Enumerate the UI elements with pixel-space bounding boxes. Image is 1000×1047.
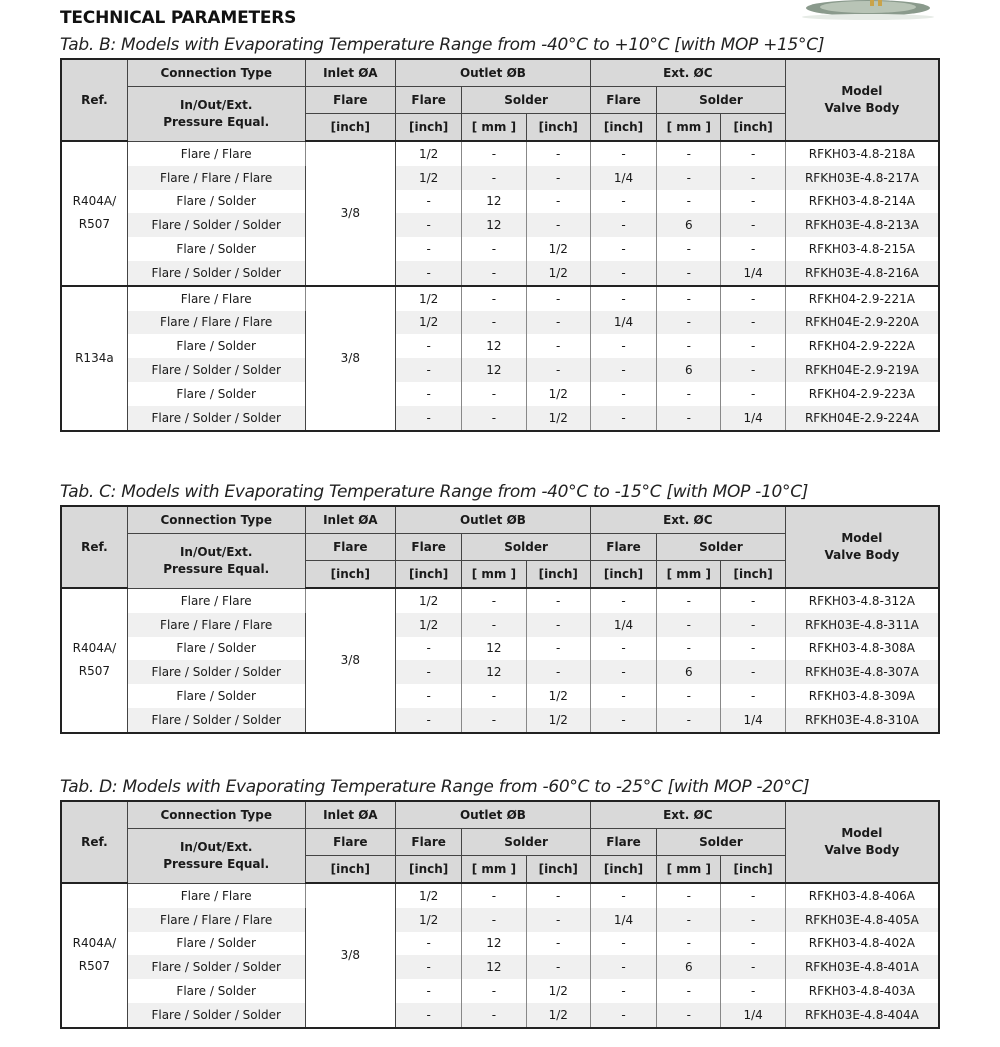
- value-cell: -: [721, 382, 785, 406]
- model-cell: RFKH03E-4.8-401A: [785, 955, 939, 979]
- unit-header: [inch]: [590, 114, 656, 142]
- connection-type-cell: Flare / Flare / Flare: [127, 908, 305, 932]
- value-cell: -: [396, 334, 462, 358]
- value-cell: 1/2: [396, 588, 462, 613]
- page-title: TECHNICAL PARAMETERS: [60, 8, 297, 28]
- value-cell: -: [657, 979, 721, 1003]
- value-cell: -: [657, 261, 721, 286]
- value-cell: -: [396, 932, 462, 956]
- outlet-header: Outlet ØB: [396, 801, 591, 829]
- table-row: [61, 166, 939, 190]
- table-row: [61, 883, 939, 908]
- model-cell: RFKH03-4.8-406A: [785, 883, 939, 908]
- value-cell: -: [657, 311, 721, 335]
- connection-type-cell: Flare / Flare / Flare: [127, 311, 305, 335]
- value-cell: 6: [657, 660, 721, 684]
- value-cell: -: [396, 406, 462, 431]
- table-row: [61, 708, 939, 733]
- value-cell: -: [462, 261, 526, 286]
- value-cell: -: [526, 358, 590, 382]
- connection-type-header: Connection Type: [127, 801, 305, 829]
- table-caption: Tab. D: Models with Evaporating Temperature Range from -60°C to -25°C [with MOP -20°C]: [60, 777, 810, 797]
- table-row: [61, 334, 939, 358]
- connection-type-cell: Flare / Solder: [127, 684, 305, 708]
- outlet-header: Outlet ØB: [396, 506, 591, 534]
- value-cell: 6: [657, 955, 721, 979]
- ref-header: Ref.: [61, 506, 127, 588]
- unit-header: [ mm ]: [657, 561, 721, 589]
- value-cell: -: [462, 979, 526, 1003]
- in-out-ext-header: In/Out/Ext. Pressure Equal.: [127, 87, 305, 142]
- value-cell: -: [526, 613, 590, 637]
- inlet-cell: 3/8: [305, 141, 395, 286]
- table-row: [61, 955, 939, 979]
- value-cell: 12: [462, 955, 526, 979]
- value-cell: -: [462, 286, 526, 311]
- value-cell: -: [590, 932, 656, 956]
- connection-type-cell: Flare / Solder: [127, 334, 305, 358]
- value-cell: 1/2: [526, 382, 590, 406]
- inlet-header: Inlet ØA: [305, 506, 395, 534]
- table-row: [61, 286, 939, 311]
- value-cell: -: [590, 334, 656, 358]
- in-out-ext-header: In/Out/Ext. Pressure Equal.: [127, 829, 305, 884]
- model-header: Model Valve Body: [785, 59, 939, 141]
- model-cell: RFKH04-2.9-222A: [785, 334, 939, 358]
- table-row: [61, 588, 939, 613]
- refrigerant-cell: R404A/ R507: [61, 141, 127, 286]
- unit-header: [ mm ]: [462, 561, 526, 589]
- parameter-table: [60, 58, 940, 432]
- value-cell: -: [590, 637, 656, 661]
- value-cell: -: [721, 286, 785, 311]
- value-cell: -: [396, 237, 462, 261]
- parameter-table: [60, 800, 940, 1029]
- value-cell: -: [590, 358, 656, 382]
- value-cell: -: [657, 932, 721, 956]
- value-cell: -: [721, 637, 785, 661]
- unit-header: [inch]: [526, 856, 590, 884]
- inlet-cell: 3/8: [305, 883, 395, 1028]
- refrigerant-cell: R404A/ R507: [61, 588, 127, 733]
- table-row: [61, 237, 939, 261]
- value-cell: -: [590, 286, 656, 311]
- value-cell: 12: [462, 213, 526, 237]
- parameter-table-block: [60, 774, 940, 1029]
- value-cell: 12: [462, 660, 526, 684]
- connection-type-cell: Flare / Solder / Solder: [127, 213, 305, 237]
- connection-type-cell: Flare / Solder / Solder: [127, 261, 305, 286]
- table-row: [61, 311, 939, 335]
- value-cell: -: [657, 190, 721, 214]
- connection-type-cell: Flare / Solder: [127, 979, 305, 1003]
- value-cell: 1/4: [721, 406, 785, 431]
- value-cell: 12: [462, 334, 526, 358]
- value-cell: -: [526, 286, 590, 311]
- unit-header: [inch]: [526, 114, 590, 142]
- value-cell: 1/2: [526, 708, 590, 733]
- solder-header: Solder: [462, 87, 591, 114]
- table-caption: Tab. B: Models with Evaporating Temperature Range from -40°C to +10°C [with MOP +15°C]: [60, 35, 825, 55]
- value-cell: -: [396, 261, 462, 286]
- value-cell: 1/2: [526, 261, 590, 286]
- value-cell: -: [590, 190, 656, 214]
- outlet-header: Outlet ØB: [396, 59, 591, 87]
- value-cell: -: [657, 286, 721, 311]
- connection-type-cell: Flare / Solder / Solder: [127, 406, 305, 431]
- table-row: [61, 932, 939, 956]
- connection-type-cell: Flare / Solder: [127, 237, 305, 261]
- value-cell: -: [657, 708, 721, 733]
- value-cell: -: [462, 166, 526, 190]
- value-cell: 12: [462, 190, 526, 214]
- connection-type-cell: Flare / Solder / Solder: [127, 358, 305, 382]
- parameter-table-block: [60, 32, 940, 432]
- value-cell: -: [657, 908, 721, 932]
- value-cell: -: [462, 588, 526, 613]
- connection-type-cell: Flare / Flare: [127, 883, 305, 908]
- value-cell: -: [657, 613, 721, 637]
- value-cell: -: [590, 1003, 656, 1028]
- model-cell: RFKH03E-4.8-311A: [785, 613, 939, 637]
- value-cell: 12: [462, 358, 526, 382]
- model-cell: RFKH03E-4.8-310A: [785, 708, 939, 733]
- value-cell: -: [721, 908, 785, 932]
- value-cell: -: [526, 883, 590, 908]
- value-cell: -: [526, 932, 590, 956]
- value-cell: -: [396, 358, 462, 382]
- value-cell: -: [657, 684, 721, 708]
- value-cell: 1/2: [526, 684, 590, 708]
- model-cell: RFKH03E-4.8-213A: [785, 213, 939, 237]
- table-row: [61, 660, 939, 684]
- value-cell: -: [590, 213, 656, 237]
- value-cell: -: [721, 932, 785, 956]
- value-cell: -: [590, 979, 656, 1003]
- value-cell: -: [590, 588, 656, 613]
- flare-header: Flare: [396, 829, 462, 856]
- connection-type-header: Connection Type: [127, 59, 305, 87]
- value-cell: -: [462, 684, 526, 708]
- unit-header: [inch]: [721, 114, 785, 142]
- connection-type-cell: Flare / Solder / Solder: [127, 708, 305, 733]
- connection-type-cell: Flare / Solder / Solder: [127, 955, 305, 979]
- value-cell: -: [396, 684, 462, 708]
- refrigerant-cell: R404A/ R507: [61, 883, 127, 1028]
- value-cell: -: [657, 588, 721, 613]
- connection-type-cell: Flare / Flare: [127, 588, 305, 613]
- solder-header: Solder: [657, 87, 786, 114]
- unit-header: [inch]: [396, 114, 462, 142]
- table-row: [61, 382, 939, 406]
- unit-header: [ mm ]: [657, 114, 721, 142]
- ref-header: Ref.: [61, 801, 127, 883]
- model-header: Model Valve Body: [785, 801, 939, 883]
- value-cell: -: [590, 684, 656, 708]
- connection-type-cell: Flare / Flare / Flare: [127, 166, 305, 190]
- value-cell: -: [657, 141, 721, 166]
- connection-type-cell: Flare / Flare / Flare: [127, 613, 305, 637]
- value-cell: 1/2: [526, 1003, 590, 1028]
- solder-header: Solder: [462, 829, 591, 856]
- parameter-table: [60, 505, 940, 734]
- value-cell: 1/2: [396, 311, 462, 335]
- value-cell: -: [396, 382, 462, 406]
- value-cell: -: [657, 334, 721, 358]
- value-cell: -: [721, 358, 785, 382]
- model-cell: RFKH03-4.8-308A: [785, 637, 939, 661]
- ref-header: Ref.: [61, 59, 127, 141]
- connection-type-cell: Flare / Solder / Solder: [127, 660, 305, 684]
- ext-header: Ext. ØC: [590, 506, 785, 534]
- value-cell: -: [462, 141, 526, 166]
- value-cell: -: [396, 637, 462, 661]
- in-out-ext-header: In/Out/Ext. Pressure Equal.: [127, 534, 305, 589]
- header-row: [61, 506, 939, 534]
- connection-type-cell: Flare / Flare: [127, 286, 305, 311]
- unit-header: [ mm ]: [657, 856, 721, 884]
- value-cell: -: [396, 979, 462, 1003]
- value-cell: 1/2: [396, 141, 462, 166]
- value-cell: -: [526, 190, 590, 214]
- flare-header: Flare: [396, 87, 462, 114]
- unit-header: [inch]: [396, 856, 462, 884]
- table-row: [61, 684, 939, 708]
- value-cell: -: [462, 883, 526, 908]
- model-cell: RFKH03E-4.8-217A: [785, 166, 939, 190]
- table-row: [61, 979, 939, 1003]
- value-cell: -: [462, 1003, 526, 1028]
- value-cell: 1/2: [396, 908, 462, 932]
- value-cell: 12: [462, 637, 526, 661]
- value-cell: -: [396, 660, 462, 684]
- model-cell: RFKH03-4.8-214A: [785, 190, 939, 214]
- value-cell: 1/4: [590, 908, 656, 932]
- solder-header: Solder: [657, 829, 786, 856]
- value-cell: -: [657, 637, 721, 661]
- value-cell: -: [590, 883, 656, 908]
- connection-type-cell: Flare / Solder: [127, 637, 305, 661]
- value-cell: -: [721, 190, 785, 214]
- value-cell: 1/4: [721, 708, 785, 733]
- inlet-cell: 3/8: [305, 286, 395, 431]
- value-cell: -: [657, 883, 721, 908]
- flare-header: Flare: [590, 534, 656, 561]
- value-cell: -: [526, 141, 590, 166]
- value-cell: -: [590, 382, 656, 406]
- model-cell: RFKH03-4.8-215A: [785, 237, 939, 261]
- table-row: [61, 908, 939, 932]
- value-cell: -: [590, 406, 656, 431]
- table-row: [61, 637, 939, 661]
- value-cell: -: [526, 166, 590, 190]
- flare-header: Flare: [305, 829, 395, 856]
- connection-type-cell: Flare / Solder: [127, 382, 305, 406]
- value-cell: -: [657, 166, 721, 190]
- unit-header: [inch]: [305, 856, 395, 884]
- value-cell: -: [526, 588, 590, 613]
- value-cell: 1/2: [396, 286, 462, 311]
- value-cell: -: [462, 406, 526, 431]
- table-row: [61, 358, 939, 382]
- unit-header: [inch]: [721, 856, 785, 884]
- connection-type-cell: Flare / Solder / Solder: [127, 1003, 305, 1028]
- table-row: [61, 141, 939, 166]
- connection-type-cell: Flare / Solder: [127, 190, 305, 214]
- value-cell: -: [590, 261, 656, 286]
- value-cell: -: [721, 237, 785, 261]
- value-cell: -: [526, 213, 590, 237]
- inlet-header: Inlet ØA: [305, 801, 395, 829]
- value-cell: -: [657, 1003, 721, 1028]
- value-cell: -: [721, 311, 785, 335]
- value-cell: 12: [462, 932, 526, 956]
- value-cell: 1/2: [526, 406, 590, 431]
- value-cell: -: [462, 382, 526, 406]
- unit-header: [inch]: [590, 856, 656, 884]
- value-cell: -: [526, 955, 590, 979]
- value-cell: -: [462, 908, 526, 932]
- model-cell: RFKH03-4.8-312A: [785, 588, 939, 613]
- unit-header: [inch]: [305, 114, 395, 142]
- value-cell: -: [721, 660, 785, 684]
- value-cell: -: [590, 955, 656, 979]
- value-cell: -: [657, 406, 721, 431]
- value-cell: -: [590, 141, 656, 166]
- header-row: [61, 59, 939, 87]
- value-cell: 1/4: [590, 311, 656, 335]
- value-cell: -: [526, 908, 590, 932]
- ext-header: Ext. ØC: [590, 801, 785, 829]
- value-cell: -: [590, 660, 656, 684]
- value-cell: -: [526, 311, 590, 335]
- flare-header: Flare: [590, 829, 656, 856]
- value-cell: -: [396, 708, 462, 733]
- value-cell: 1/2: [526, 979, 590, 1003]
- model-cell: RFKH03-4.8-402A: [785, 932, 939, 956]
- table-caption: Tab. C: Models with Evaporating Temperature Range from -40°C to -15°C [with MOP -10°C]: [60, 482, 809, 502]
- value-cell: 1/2: [396, 883, 462, 908]
- model-cell: RFKH03-4.8-309A: [785, 684, 939, 708]
- unit-header: [inch]: [396, 561, 462, 589]
- value-cell: -: [462, 613, 526, 637]
- model-cell: RFKH04-2.9-221A: [785, 286, 939, 311]
- value-cell: -: [721, 979, 785, 1003]
- value-cell: -: [462, 311, 526, 335]
- connection-type-header: Connection Type: [127, 506, 305, 534]
- model-cell: RFKH04E-2.9-224A: [785, 406, 939, 431]
- value-cell: 1/4: [721, 1003, 785, 1028]
- value-cell: -: [721, 141, 785, 166]
- value-cell: 1/4: [590, 613, 656, 637]
- flare-header: Flare: [396, 534, 462, 561]
- value-cell: -: [526, 660, 590, 684]
- table-row: [61, 261, 939, 286]
- flare-header: Flare: [305, 534, 395, 561]
- model-cell: RFKH03E-4.8-404A: [785, 1003, 939, 1028]
- model-cell: RFKH03E-4.8-216A: [785, 261, 939, 286]
- model-cell: RFKH03-4.8-403A: [785, 979, 939, 1003]
- value-cell: -: [396, 955, 462, 979]
- model-header: Model Valve Body: [785, 506, 939, 588]
- unit-header: [inch]: [590, 561, 656, 589]
- value-cell: -: [526, 334, 590, 358]
- value-cell: 1/2: [396, 613, 462, 637]
- value-cell: -: [721, 684, 785, 708]
- value-cell: -: [721, 955, 785, 979]
- value-cell: -: [721, 588, 785, 613]
- unit-header: [inch]: [721, 561, 785, 589]
- model-cell: RFKH04-2.9-223A: [785, 382, 939, 406]
- flare-header: Flare: [305, 87, 395, 114]
- value-cell: -: [657, 382, 721, 406]
- value-cell: -: [526, 637, 590, 661]
- connection-type-cell: Flare / Flare: [127, 141, 305, 166]
- unit-header: [ mm ]: [462, 114, 526, 142]
- value-cell: -: [657, 237, 721, 261]
- model-cell: RFKH04E-2.9-220A: [785, 311, 939, 335]
- value-cell: 1/4: [721, 261, 785, 286]
- table-row: [61, 613, 939, 637]
- value-cell: -: [396, 190, 462, 214]
- inlet-cell: 3/8: [305, 588, 395, 733]
- value-cell: -: [590, 708, 656, 733]
- unit-header: [inch]: [305, 561, 395, 589]
- value-cell: 1/4: [590, 166, 656, 190]
- table-row: [61, 1003, 939, 1028]
- value-cell: -: [396, 213, 462, 237]
- value-cell: -: [721, 166, 785, 190]
- table-row: [61, 190, 939, 214]
- header-row: [61, 801, 939, 829]
- model-cell: RFKH04E-2.9-219A: [785, 358, 939, 382]
- product-image-fragment: [800, 0, 936, 22]
- unit-header: [ mm ]: [462, 856, 526, 884]
- table-row: [61, 406, 939, 431]
- value-cell: -: [590, 237, 656, 261]
- value-cell: 6: [657, 213, 721, 237]
- model-cell: RFKH03E-4.8-405A: [785, 908, 939, 932]
- ext-header: Ext. ØC: [590, 59, 785, 87]
- value-cell: 6: [657, 358, 721, 382]
- table-row: [61, 213, 939, 237]
- value-cell: -: [721, 613, 785, 637]
- solder-header: Solder: [657, 534, 786, 561]
- value-cell: -: [462, 237, 526, 261]
- value-cell: -: [396, 1003, 462, 1028]
- refrigerant-cell: R134a: [61, 286, 127, 431]
- solder-header: Solder: [462, 534, 591, 561]
- flare-header: Flare: [590, 87, 656, 114]
- value-cell: -: [721, 883, 785, 908]
- parameter-table-block: [60, 479, 940, 734]
- connection-type-cell: Flare / Solder: [127, 932, 305, 956]
- value-cell: -: [721, 334, 785, 358]
- value-cell: 1/2: [396, 166, 462, 190]
- inlet-header: Inlet ØA: [305, 59, 395, 87]
- model-cell: RFKH03-4.8-218A: [785, 141, 939, 166]
- value-cell: -: [721, 213, 785, 237]
- model-cell: RFKH03E-4.8-307A: [785, 660, 939, 684]
- value-cell: -: [462, 708, 526, 733]
- value-cell: 1/2: [526, 237, 590, 261]
- unit-header: [inch]: [526, 561, 590, 589]
